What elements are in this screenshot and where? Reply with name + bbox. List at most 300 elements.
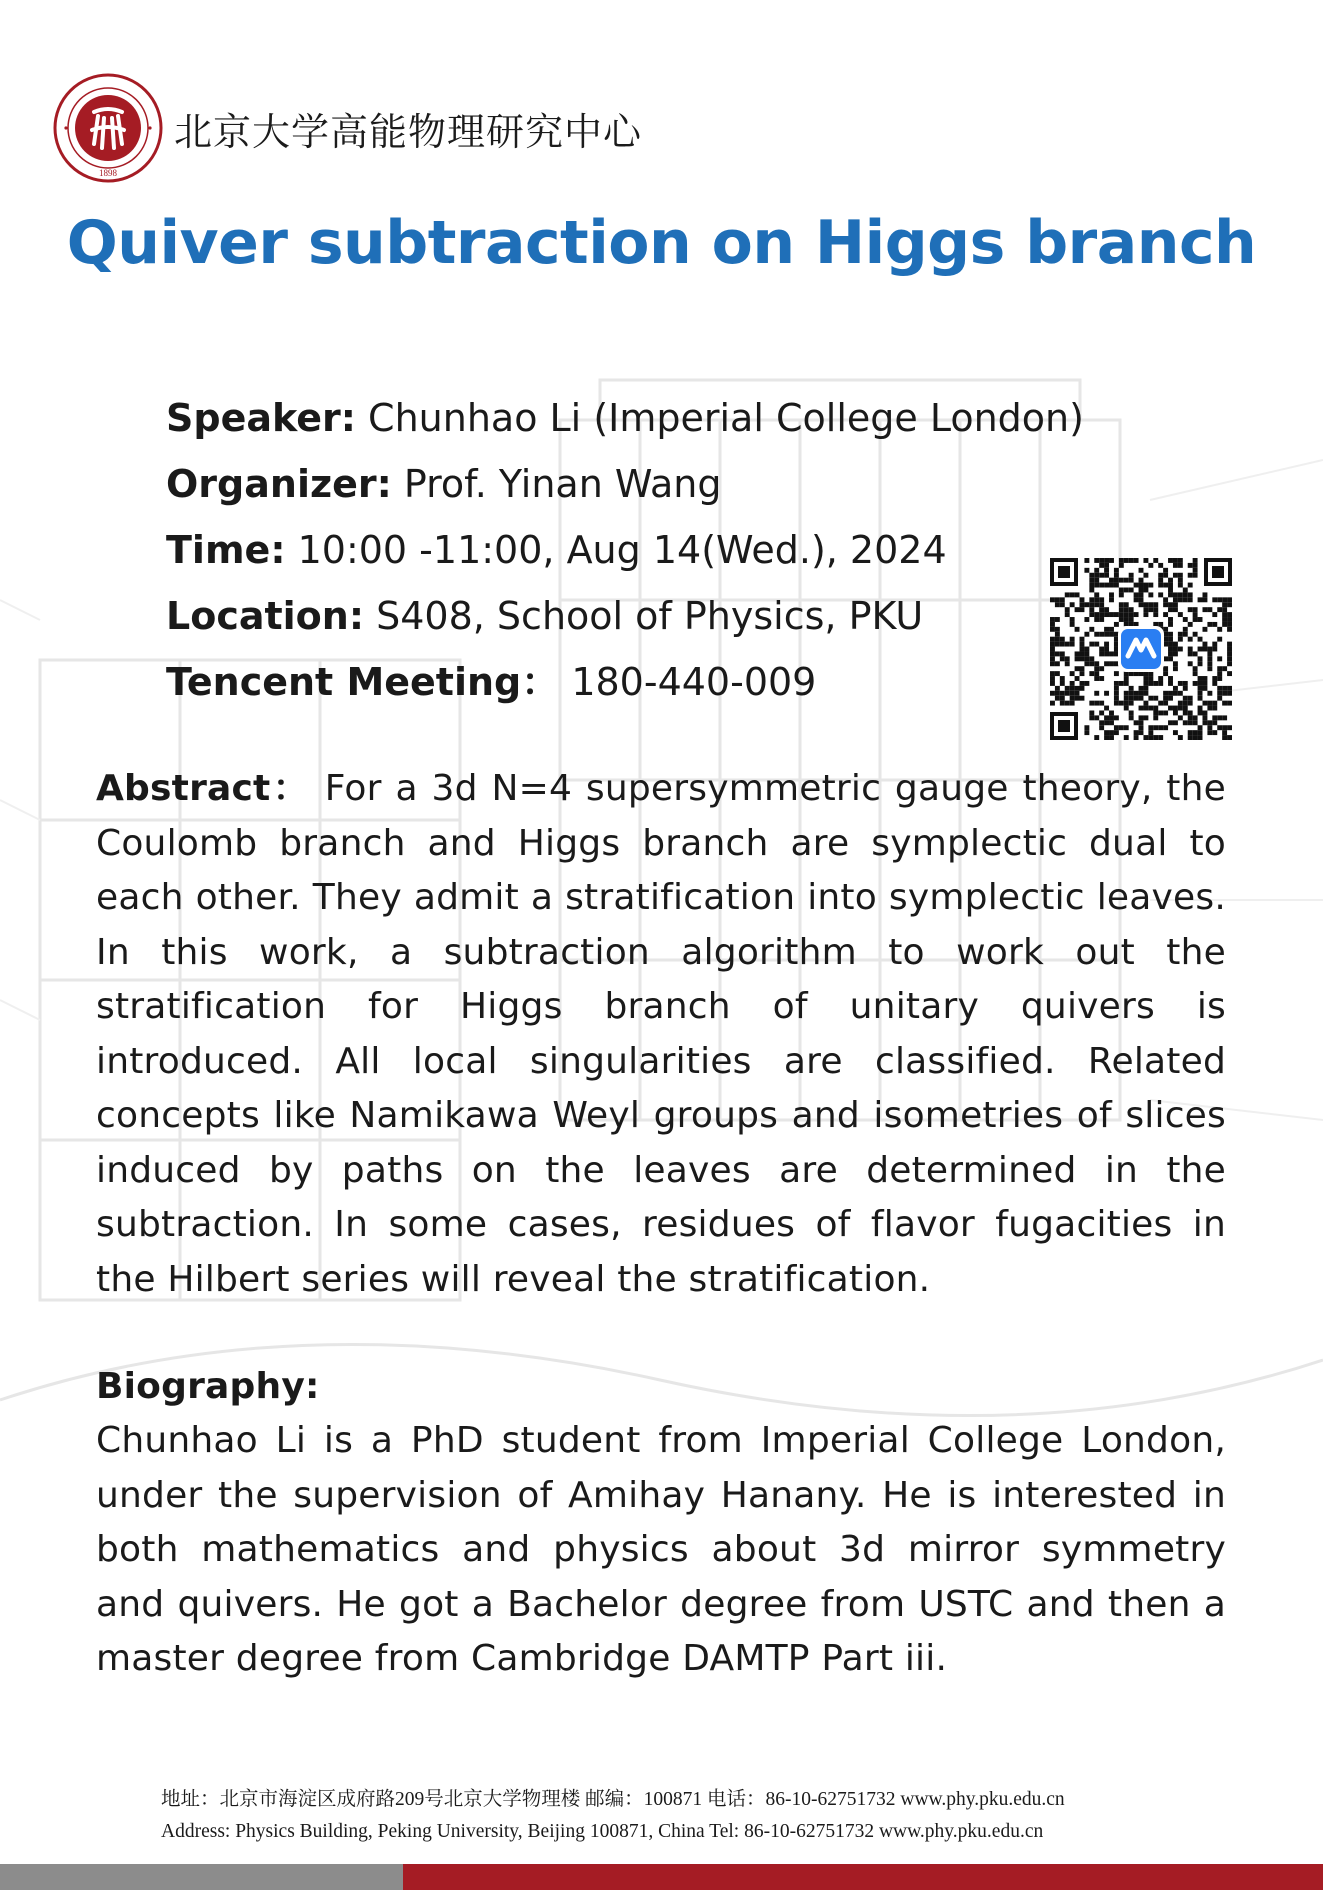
- qr-module: [1070, 617, 1075, 622]
- qr-module: [1124, 612, 1129, 617]
- qr-module: [1114, 573, 1119, 578]
- qr-module: [1080, 696, 1085, 701]
- qr-module: [1089, 661, 1094, 666]
- qr-module: [1173, 563, 1178, 568]
- qr-module: [1075, 686, 1080, 691]
- qr-module: [1094, 676, 1099, 681]
- qr-module: [1134, 558, 1139, 563]
- qr-module: [1188, 701, 1193, 706]
- qr-module: [1158, 592, 1163, 597]
- qr-module: [1178, 715, 1183, 720]
- qr-module: [1060, 602, 1065, 607]
- qr-module: [1183, 681, 1188, 686]
- qr-module: [1148, 735, 1153, 740]
- qr-module: [1212, 642, 1217, 647]
- qr-module: [1065, 656, 1070, 661]
- qr-module: [1227, 691, 1232, 696]
- qr-module: [1089, 573, 1094, 578]
- qr-module: [1168, 651, 1173, 656]
- qr-module: [1094, 632, 1099, 637]
- qr-module: [1134, 597, 1139, 602]
- qr-module: [1188, 607, 1193, 612]
- qr-module: [1163, 627, 1168, 632]
- qr-module: [1202, 627, 1207, 632]
- peking-university-logo: [52, 72, 164, 184]
- qr-module: [1212, 612, 1217, 617]
- qr-module: [1119, 725, 1124, 730]
- qr-module: [1193, 681, 1198, 686]
- qr-module: [1084, 681, 1089, 686]
- qr-module: [1207, 607, 1212, 612]
- qr-module: [1222, 735, 1227, 740]
- qr-module: [1080, 671, 1085, 676]
- qr-finder-bottom-left: [1050, 712, 1078, 740]
- organizer-label: Organizer:: [166, 462, 392, 506]
- qr-module: [1173, 691, 1178, 696]
- biography-heading: [96, 1360, 1226, 1415]
- qr-module: [1089, 588, 1094, 593]
- qr-module: [1114, 686, 1119, 691]
- qr-module: [1183, 701, 1188, 706]
- qr-module: [1143, 607, 1148, 612]
- qr-module: [1094, 691, 1099, 696]
- qr-module: [1212, 701, 1217, 706]
- qr-module: [1163, 671, 1168, 676]
- location-row: [166, 583, 1084, 649]
- qr-module: [1099, 573, 1104, 578]
- qr-module: [1163, 602, 1168, 607]
- qr-module: [1163, 568, 1168, 573]
- qr-module: [1055, 642, 1060, 647]
- qr-module: [1094, 735, 1099, 740]
- qr-module: [1094, 617, 1099, 622]
- qr-module: [1070, 701, 1075, 706]
- qr-module: [1104, 632, 1109, 637]
- qr-module: [1055, 691, 1060, 696]
- qr-module: [1060, 656, 1065, 661]
- qr-module: [1178, 597, 1183, 602]
- qr-module: [1124, 607, 1129, 612]
- qr-module: [1104, 583, 1109, 588]
- qr-module: [1188, 622, 1193, 627]
- qr-module: [1183, 617, 1188, 622]
- qr-module: [1222, 602, 1227, 607]
- qr-module: [1129, 578, 1134, 583]
- qr-module: [1089, 597, 1094, 602]
- qr-module: [1143, 681, 1148, 686]
- qr-module: [1222, 701, 1227, 706]
- qr-module: [1075, 696, 1080, 701]
- qr-module: [1188, 583, 1193, 588]
- qr-module: [1198, 647, 1203, 652]
- qr-module: [1080, 642, 1085, 647]
- biography-text: Chunhao Li is a PhD student from Imperial College London, under the supervision of Amihay Hanany. He is interested in both mathematics and physics about 3d mirror symmetry and quivers. He got a Bachelor degree from USTC and then a master degree from Cambridge DAMTP Part iii.: [96, 1420, 1226, 1679]
- qr-module: [1139, 730, 1144, 735]
- qr-module: [1099, 607, 1104, 612]
- qr-module: [1050, 681, 1055, 686]
- qr-module: [1148, 696, 1153, 701]
- qr-module: [1129, 588, 1134, 593]
- qr-module: [1139, 715, 1144, 720]
- qr-module: [1094, 583, 1099, 588]
- qr-module: [1080, 686, 1085, 691]
- qr-module: [1158, 676, 1163, 681]
- qr-module: [1163, 597, 1168, 602]
- qr-module: [1212, 681, 1217, 686]
- qr-module: [1094, 715, 1099, 720]
- qr-module: [1104, 691, 1109, 696]
- qr-module: [1143, 583, 1148, 588]
- qr-module: [1050, 627, 1055, 632]
- qr-module: [1173, 573, 1178, 578]
- qr-module: [1084, 656, 1089, 661]
- qr-module: [1055, 602, 1060, 607]
- qr-module: [1158, 622, 1163, 627]
- qr-module: [1099, 676, 1104, 681]
- qr-module: [1163, 696, 1168, 701]
- qr-module: [1222, 691, 1227, 696]
- qr-module: [1080, 651, 1085, 656]
- qr-module: [1070, 686, 1075, 691]
- organizer-row: [166, 451, 1084, 517]
- qr-module: [1148, 607, 1153, 612]
- qr-module: [1168, 637, 1173, 642]
- qr-module: [1143, 676, 1148, 681]
- qr-module: [1212, 622, 1217, 627]
- qr-module: [1075, 691, 1080, 696]
- qr-module: [1094, 661, 1099, 666]
- qr-module: [1158, 725, 1163, 730]
- qr-module: [1193, 666, 1198, 671]
- qr-module: [1158, 573, 1163, 578]
- qr-module: [1065, 607, 1070, 612]
- qr-module: [1207, 647, 1212, 652]
- qr-module: [1188, 563, 1193, 568]
- qr-module: [1109, 632, 1114, 637]
- qr-module: [1089, 642, 1094, 647]
- qr-module: [1207, 622, 1212, 627]
- qr-module: [1148, 681, 1153, 686]
- qr-module: [1104, 647, 1109, 652]
- qr-module: [1217, 696, 1222, 701]
- qr-module: [1114, 622, 1119, 627]
- footer-bar-gray: [0, 1864, 403, 1890]
- qr-module: [1089, 656, 1094, 661]
- qr-module: [1104, 627, 1109, 632]
- qr-module: [1104, 720, 1109, 725]
- qr-module: [1070, 696, 1075, 701]
- qr-module: [1060, 597, 1065, 602]
- qr-module: [1173, 647, 1178, 652]
- qr-module: [1109, 735, 1114, 740]
- qr-module: [1143, 735, 1148, 740]
- qr-module: [1129, 612, 1134, 617]
- qr-module: [1099, 701, 1104, 706]
- qr-module: [1104, 568, 1109, 573]
- qr-module: [1148, 583, 1153, 588]
- qr-module: [1153, 715, 1158, 720]
- qr-module: [1080, 681, 1085, 686]
- abstract-text: For a 3d N=4 supersymmetric gauge theory, the Coulomb branch and Higgs branch are symplectic dual to each other. They admit a stratification into symplectic leaves. In this work, a subtraction algorithm to work out the stratification for Higgs branch of unitary quivers is introduced. All local singularities are classified. Related concepts like Namikawa Weyl groups and isometries of slices induced by paths on the leaves are determined in the subtraction. In some cases, residues of flavor fugacities in the Hilbert series will reveal the stratification.: [96, 768, 1226, 1300]
- qr-module: [1124, 617, 1129, 622]
- qr-module: [1183, 597, 1188, 602]
- qr-module: [1178, 647, 1183, 652]
- qr-module: [1168, 656, 1173, 661]
- qr-module: [1168, 588, 1173, 593]
- qr-module: [1217, 627, 1222, 632]
- qr-module: [1104, 573, 1109, 578]
- qr-module: [1104, 735, 1109, 740]
- qr-module: [1183, 706, 1188, 711]
- qr-module: [1139, 592, 1144, 597]
- qr-module: [1153, 602, 1158, 607]
- qr-module: [1198, 676, 1203, 681]
- qr-module: [1050, 647, 1055, 652]
- qr-module: [1188, 735, 1193, 740]
- qr-module: [1089, 710, 1094, 715]
- qr-module: [1227, 612, 1232, 617]
- qr-module: [1094, 612, 1099, 617]
- qr-module: [1109, 578, 1114, 583]
- qr-module: [1163, 573, 1168, 578]
- qr-module: [1099, 647, 1104, 652]
- qr-module: [1089, 607, 1094, 612]
- qr-module: [1178, 573, 1183, 578]
- qr-module: [1163, 666, 1168, 671]
- qr-module: [1227, 622, 1232, 627]
- qr-module: [1222, 730, 1227, 735]
- qr-module: [1099, 720, 1104, 725]
- qr-module: [1193, 651, 1198, 656]
- qr-module: [1193, 563, 1198, 568]
- qr-module: [1080, 656, 1085, 661]
- qr-module: [1173, 651, 1178, 656]
- qr-module: [1202, 715, 1207, 720]
- qr-module: [1168, 720, 1173, 725]
- qr-module: [1198, 730, 1203, 735]
- qr-module: [1222, 666, 1227, 671]
- qr-module: [1173, 558, 1178, 563]
- qr-module: [1188, 597, 1193, 602]
- qr-module: [1099, 563, 1104, 568]
- qr-module: [1134, 691, 1139, 696]
- qr-module: [1227, 602, 1232, 607]
- qr-module: [1148, 706, 1153, 711]
- qr-module: [1227, 735, 1232, 740]
- qr-module: [1099, 617, 1104, 622]
- qr-module: [1168, 583, 1173, 588]
- qr-module: [1114, 730, 1119, 735]
- qr-module: [1168, 578, 1173, 583]
- qr-module: [1104, 715, 1109, 720]
- qr-module: [1207, 730, 1212, 735]
- qr-module: [1124, 578, 1129, 583]
- qr-module: [1153, 725, 1158, 730]
- meeting-row: [166, 649, 1084, 715]
- qr-module: [1193, 607, 1198, 612]
- qr-module: [1193, 632, 1198, 637]
- qr-module: [1227, 651, 1232, 656]
- qr-module: [1080, 647, 1085, 652]
- qr-module: [1050, 597, 1055, 602]
- qr-module: [1222, 617, 1227, 622]
- qr-module: [1193, 715, 1198, 720]
- qr-module: [1207, 706, 1212, 711]
- qr-module: [1089, 578, 1094, 583]
- qr-module: [1055, 627, 1060, 632]
- qr-module: [1183, 686, 1188, 691]
- qr-finder-top-right: [1204, 558, 1232, 586]
- qr-module: [1119, 607, 1124, 612]
- qr-module: [1198, 637, 1203, 642]
- qr-module: [1124, 725, 1129, 730]
- qr-module: [1099, 651, 1104, 656]
- qr-module: [1060, 701, 1065, 706]
- qr-module: [1143, 706, 1148, 711]
- qr-module: [1119, 701, 1124, 706]
- qr-module: [1060, 637, 1065, 642]
- qr-module: [1227, 701, 1232, 706]
- qr-module: [1099, 583, 1104, 588]
- qr-module: [1143, 701, 1148, 706]
- qr-module: [1143, 691, 1148, 696]
- qr-module: [1178, 701, 1183, 706]
- qr-module: [1222, 622, 1227, 627]
- qr-module: [1227, 647, 1232, 652]
- qr-module: [1227, 661, 1232, 666]
- qr-module: [1143, 602, 1148, 607]
- meeting-qr-code[interactable]: [1050, 558, 1232, 740]
- qr-module: [1119, 681, 1124, 686]
- qr-module: [1222, 686, 1227, 691]
- qr-module: [1080, 602, 1085, 607]
- qr-module: [1104, 661, 1109, 666]
- qr-module: [1089, 612, 1094, 617]
- qr-module: [1094, 602, 1099, 607]
- qr-module: [1139, 602, 1144, 607]
- qr-module: [1084, 651, 1089, 656]
- qr-module: [1168, 676, 1173, 681]
- qr-module: [1055, 597, 1060, 602]
- qr-module: [1060, 691, 1065, 696]
- qr-module: [1139, 578, 1144, 583]
- qr-module: [1065, 642, 1070, 647]
- qr-module: [1119, 612, 1124, 617]
- qr-module: [1153, 681, 1158, 686]
- speaker-label: Speaker:: [166, 396, 356, 440]
- qr-module: [1227, 617, 1232, 622]
- qr-module: [1158, 735, 1163, 740]
- qr-module: [1109, 730, 1114, 735]
- qr-module: [1070, 681, 1075, 686]
- qr-module: [1202, 676, 1207, 681]
- qr-module: [1114, 568, 1119, 573]
- qr-module: [1163, 691, 1168, 696]
- qr-module: [1114, 681, 1119, 686]
- qr-module: [1089, 627, 1094, 632]
- qr-module: [1075, 651, 1080, 656]
- qr-module: [1050, 661, 1055, 666]
- qr-module: [1109, 627, 1114, 632]
- qr-module: [1178, 637, 1183, 642]
- qr-module: [1217, 686, 1222, 691]
- qr-module: [1070, 622, 1075, 627]
- qr-module: [1173, 592, 1178, 597]
- footer: [161, 1784, 1065, 1848]
- qr-module: [1202, 720, 1207, 725]
- qr-module: [1153, 696, 1158, 701]
- qr-module: [1227, 642, 1232, 647]
- qr-module: [1148, 592, 1153, 597]
- qr-module: [1188, 637, 1193, 642]
- qr-module: [1124, 681, 1129, 686]
- qr-module: [1202, 597, 1207, 602]
- qr-module: [1099, 558, 1104, 563]
- qr-module: [1119, 578, 1124, 583]
- qr-module: [1099, 602, 1104, 607]
- footer-address-en: Address: Physics Building, Peking University, Beijing 100871, China Tel: 86-10-62751732 www.phy.pku.edu.cn: [161, 1821, 1044, 1842]
- qr-module: [1084, 647, 1089, 652]
- qr-module: [1089, 671, 1094, 676]
- qr-module: [1143, 612, 1148, 617]
- qr-module: [1158, 563, 1163, 568]
- qr-module: [1084, 725, 1089, 730]
- qr-module: [1099, 612, 1104, 617]
- qr-module: [1188, 710, 1193, 715]
- qr-module: [1212, 720, 1217, 725]
- qr-module: [1148, 563, 1153, 568]
- qr-module: [1198, 617, 1203, 622]
- qr-module: [1050, 671, 1055, 676]
- qr-module: [1153, 607, 1158, 612]
- biography-label: Biography:: [96, 1366, 320, 1407]
- qr-module: [1183, 632, 1188, 637]
- qr-module: [1104, 558, 1109, 563]
- qr-module: [1168, 607, 1173, 612]
- qr-module: [1060, 651, 1065, 656]
- qr-module: [1084, 632, 1089, 637]
- qr-module: [1173, 597, 1178, 602]
- qr-module: [1075, 627, 1080, 632]
- meeting-label: Tencent Meeting：: [166, 660, 560, 704]
- qr-module: [1050, 676, 1055, 681]
- qr-module: [1134, 592, 1139, 597]
- qr-module: [1158, 583, 1163, 588]
- qr-module: [1094, 666, 1099, 671]
- qr-module: [1193, 671, 1198, 676]
- qr-module: [1227, 671, 1232, 676]
- qr-module: [1119, 588, 1124, 593]
- qr-module: [1139, 725, 1144, 730]
- qr-module: [1134, 735, 1139, 740]
- qr-module: [1060, 642, 1065, 647]
- qr-module: [1114, 691, 1119, 696]
- qr-module: [1119, 602, 1124, 607]
- qr-module: [1089, 602, 1094, 607]
- qr-module: [1143, 686, 1148, 691]
- qr-module: [1134, 583, 1139, 588]
- qr-module: [1217, 715, 1222, 720]
- qr-module: [1084, 568, 1089, 573]
- qr-module: [1178, 563, 1183, 568]
- qr-module: [1060, 681, 1065, 686]
- qr-module: [1109, 661, 1114, 666]
- qr-module: [1193, 730, 1198, 735]
- qr-module: [1080, 666, 1085, 671]
- qr-module: [1168, 622, 1173, 627]
- qr-module: [1222, 725, 1227, 730]
- qr-module: [1148, 602, 1153, 607]
